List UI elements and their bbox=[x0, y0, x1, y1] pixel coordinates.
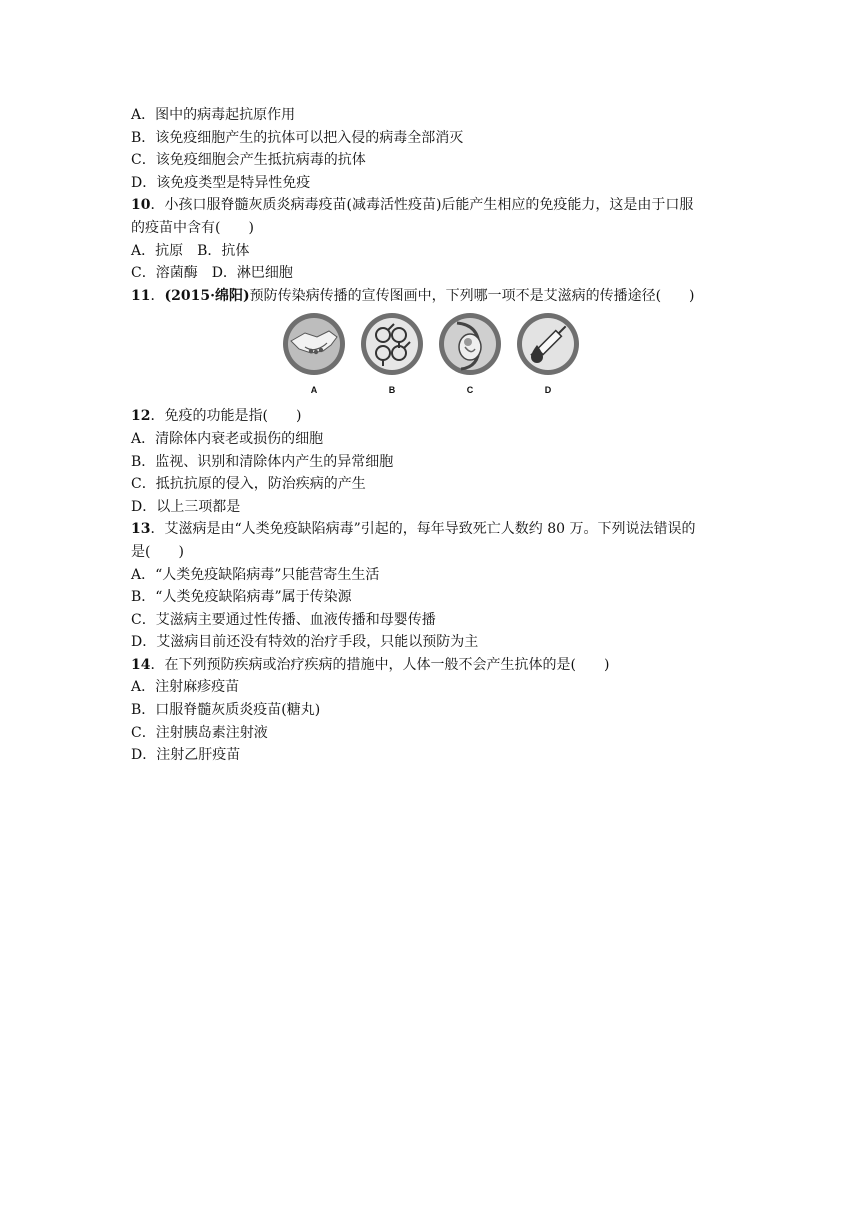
q11-figure-a bbox=[281, 311, 347, 401]
q10-number: 10 bbox=[131, 197, 151, 214]
handshake-icon bbox=[281, 311, 347, 377]
q14-stem bbox=[131, 654, 731, 677]
syringe-blood-icon bbox=[515, 311, 581, 377]
q9-option-d: D．该免疫类型是特异性免疫 bbox=[131, 174, 311, 191]
q12-option-c: C．抵抗抗原的侵入，防治疾病的产生 bbox=[131, 476, 366, 493]
q14-option-b: B．口服脊髓灰质炎疫苗(糖丸) bbox=[131, 702, 321, 719]
q13-option-c: C．艾滋病主要通过性传播、血液传播和母婴传播 bbox=[131, 611, 436, 628]
q10-stem bbox=[131, 194, 731, 217]
q11-figure-b bbox=[359, 311, 425, 401]
q14-option-a: A．注射麻疹疫苗 bbox=[131, 679, 240, 696]
q13-option-a: A．“人类免疫缺陷病毒”只能营寄生生活 bbox=[131, 566, 380, 583]
q11-source: (2015·绵阳) bbox=[164, 287, 250, 304]
q11-stem: 11．(2015·绵阳)预防传染病传播的宣传图画中，下列哪一项不是艾滋病的传播途径( ) bbox=[131, 287, 695, 304]
q13-option-b: B．“人类免疫缺陷病毒”属于传染源 bbox=[131, 589, 352, 606]
figure-label-b: B bbox=[388, 385, 396, 396]
q11-figure-d bbox=[515, 311, 581, 401]
figure-label-d: D bbox=[544, 385, 552, 396]
q10-options-ab: A．抗原 B．抗体 bbox=[131, 242, 250, 259]
pregnancy-icon bbox=[437, 311, 503, 377]
q13-stem bbox=[131, 518, 731, 541]
q14-option-c: C．注射胰岛素注射液 bbox=[131, 724, 268, 741]
q12-stem bbox=[131, 405, 731, 428]
q11-figure-row bbox=[281, 311, 731, 401]
q13-option-d: D．艾滋病目前还没有特效的治疗手段，只能以预防为主 bbox=[131, 634, 479, 651]
q12-text: ．免疫的功能是指( ) bbox=[150, 408, 302, 425]
q9-option-b: B．该免疫细胞产生的抗体可以把入侵的病毒全部消灭 bbox=[131, 129, 464, 146]
q9-option-c: C．该免疫细胞会产生抵抗病毒的抗体 bbox=[131, 152, 366, 169]
q12-option-d: D．以上三项都是 bbox=[131, 498, 241, 515]
gender-symbols-icon bbox=[359, 311, 425, 377]
q11-text: 预防传染病传播的宣传图画中，下列哪一项不是艾滋病的传播途径( ) bbox=[249, 287, 695, 304]
figure-label-a: A bbox=[310, 385, 318, 396]
q13-text-line1: ．艾滋病是由“人类免疫缺陷病毒”引起的，每年导致死亡人数约 80 万。下列说法错误的 bbox=[150, 521, 696, 538]
q11-number: 11 bbox=[131, 287, 151, 304]
q14-number: 14 bbox=[131, 656, 151, 673]
q12-option-a: A．清除体内衰老或损伤的细胞 bbox=[131, 430, 324, 447]
q12-number: 12 bbox=[131, 408, 151, 425]
q10-text-line2: 的疫苗中含有( ) bbox=[131, 219, 254, 236]
q12-option-b: B．监视、识别和清除体内产生的异常细胞 bbox=[131, 453, 394, 470]
q14-option-d: D．注射乙肝疫苗 bbox=[131, 747, 241, 764]
q14-text: ．在下列预防疾病或治疗疾病的措施中，人体一般不会产生抗体的是( ) bbox=[150, 656, 610, 673]
q10-text-line1: ．小孩口服脊髓灰质炎病毒疫苗(减毒活性疫苗)后能产生相应的免疫能力，这是由于口服 bbox=[150, 197, 694, 214]
q11-figure-c bbox=[437, 311, 503, 401]
q9-option-a: A．图中的病毒起抗原作用 bbox=[131, 107, 296, 123]
figure-label-c: C bbox=[466, 385, 474, 396]
q10-options-cd: C．溶菌酶 D．淋巴细胞 bbox=[131, 265, 293, 282]
q13-text-line2: 是( ) bbox=[131, 543, 184, 560]
q13-number: 13 bbox=[131, 521, 151, 538]
question-list bbox=[131, 104, 731, 767]
